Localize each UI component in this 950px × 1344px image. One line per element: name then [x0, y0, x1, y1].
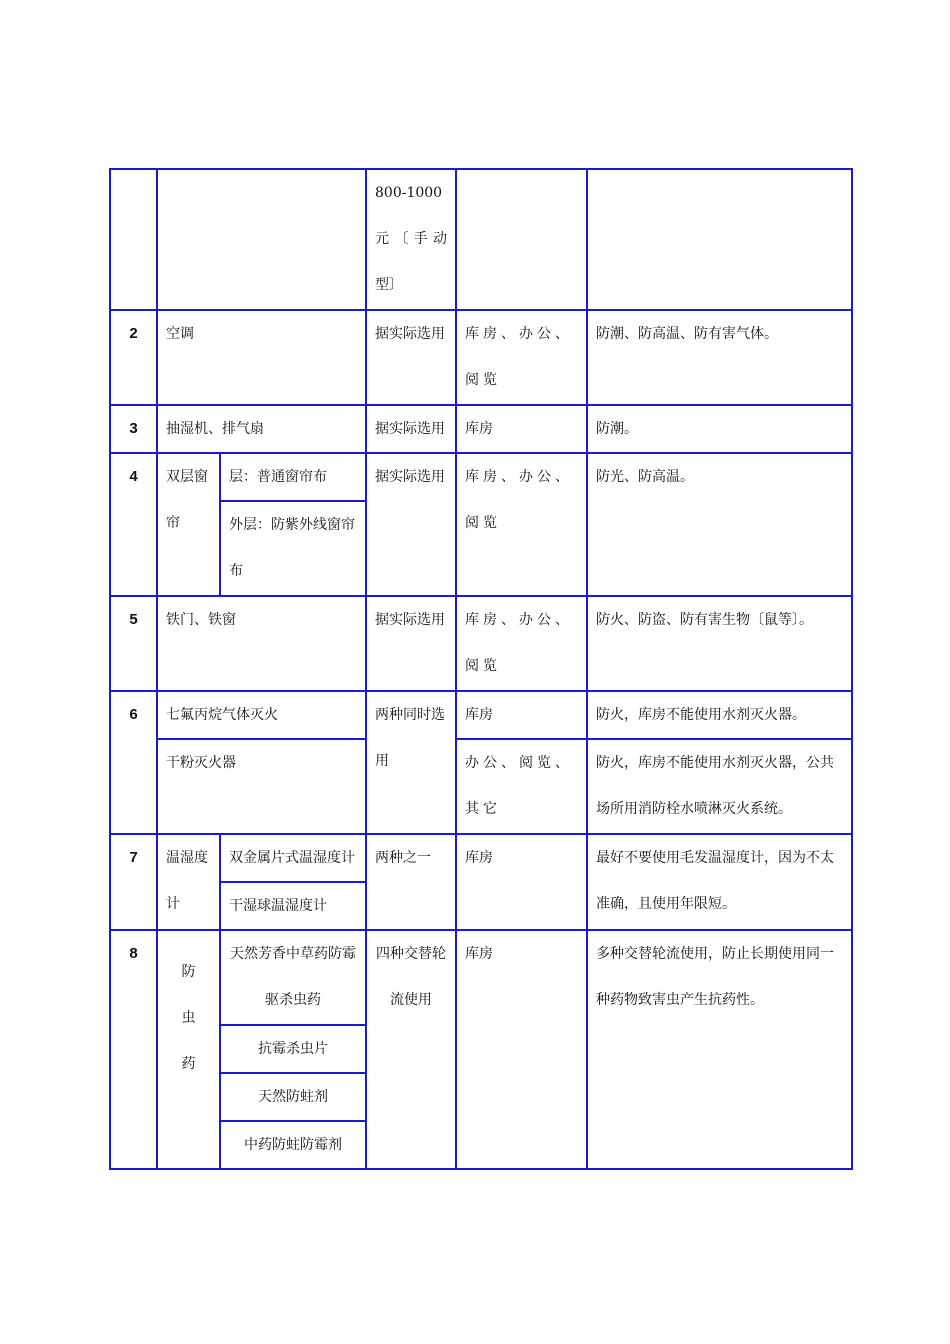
table-row: [110, 453, 852, 501]
sub-item-cell: 外层：防紫外线窗帘布: [220, 501, 366, 596]
use-cell: [587, 169, 852, 310]
table-row: [110, 930, 852, 1025]
item-cell: [157, 930, 220, 1169]
sub-item-cell: 天然芳香中草药防霉驱杀虫药: [220, 930, 366, 1025]
row-number: 3: [110, 405, 157, 453]
place-cell: 库房、办公、阅览: [456, 453, 587, 596]
price-cell: 四种交替轮流使用: [366, 930, 456, 1169]
price-cell: 两种之一: [366, 834, 456, 930]
place-cell: 库房: [456, 930, 587, 1169]
sub-item-cell: 天然防蛀剂: [220, 1073, 366, 1121]
table-row: [110, 739, 852, 834]
place-cell: 库房: [456, 405, 587, 453]
item-cell: [157, 169, 366, 310]
price-cell: 800-1000元〔手动型〕: [366, 169, 456, 310]
use-cell: 防火，库房不能使用水剂灭火器。: [587, 691, 852, 739]
table-row: [110, 596, 852, 691]
item-cell: 空调: [157, 310, 366, 405]
price-cell: 据实际选用: [366, 596, 456, 691]
use-cell: 防火，库房不能使用水剂灭火器，公共场所用消防栓水喷淋灭火系统。: [587, 739, 852, 834]
row-number: 8: [110, 930, 157, 1169]
place-cell: 库房、办公、阅览: [456, 596, 587, 691]
item-cell: 双层窗帘: [157, 453, 220, 596]
table-row: [110, 169, 852, 310]
item-char: 虫: [181, 1010, 196, 1026]
row-number: 7: [110, 834, 157, 930]
equipment-table: [109, 168, 853, 1170]
item-cell: 抽湿机、排气扇: [157, 405, 366, 453]
use-cell: 多种交替轮流使用，防止长期使用同一种药物致害虫产生抗药性。: [587, 930, 852, 1169]
use-cell: 最好不要使用毛发温湿度计，因为不太准确，且使用年限短。: [587, 834, 852, 930]
item-cell: 温湿度计: [157, 834, 220, 930]
item-char: 药: [181, 1056, 196, 1072]
sub-item-cell: 双金属片式温湿度计: [220, 834, 366, 882]
table-row: [110, 405, 852, 453]
place-cell: 库房: [456, 691, 587, 739]
use-cell: 防光、防高温。: [587, 453, 852, 596]
item-char: 防: [181, 964, 196, 980]
table-row: [110, 310, 852, 405]
table-row: [110, 691, 852, 739]
table-row: [110, 834, 852, 882]
price-cell: 两种同时选用: [366, 691, 456, 834]
price-cell: 据实际选用: [366, 453, 456, 596]
sub-item-cell: 抗霉杀虫片: [220, 1025, 366, 1073]
place-cell: [456, 169, 587, 310]
row-number: 2: [110, 310, 157, 405]
use-cell: 防火、防盗、防有害生物〔鼠等〕。: [587, 596, 852, 691]
row-number: 6: [110, 691, 157, 834]
price-cell: 据实际选用: [366, 405, 456, 453]
use-cell: 防潮。: [587, 405, 852, 453]
row-number: [110, 169, 157, 310]
row-number: 4: [110, 453, 157, 596]
item-cell: 铁门、铁窗: [157, 596, 366, 691]
item-cell: 七氟丙烷气体灭火: [157, 691, 366, 739]
use-cell: 防潮、防高温、防有害气体。: [587, 310, 852, 405]
place-cell: 库房、办公、阅览: [456, 310, 587, 405]
place-cell: 办公、阅览、其它: [456, 739, 587, 834]
item-cell: 干粉灭火器: [157, 739, 366, 834]
place-cell: 库房: [456, 834, 587, 930]
sub-item-cell: 中药防蛀防霉剂: [220, 1121, 366, 1169]
sub-item-cell: 层：普通窗帘布: [220, 453, 366, 501]
sub-item-cell: 干湿球温湿度计: [220, 882, 366, 930]
price-cell: 据实际选用: [366, 310, 456, 405]
row-number: 5: [110, 596, 157, 691]
